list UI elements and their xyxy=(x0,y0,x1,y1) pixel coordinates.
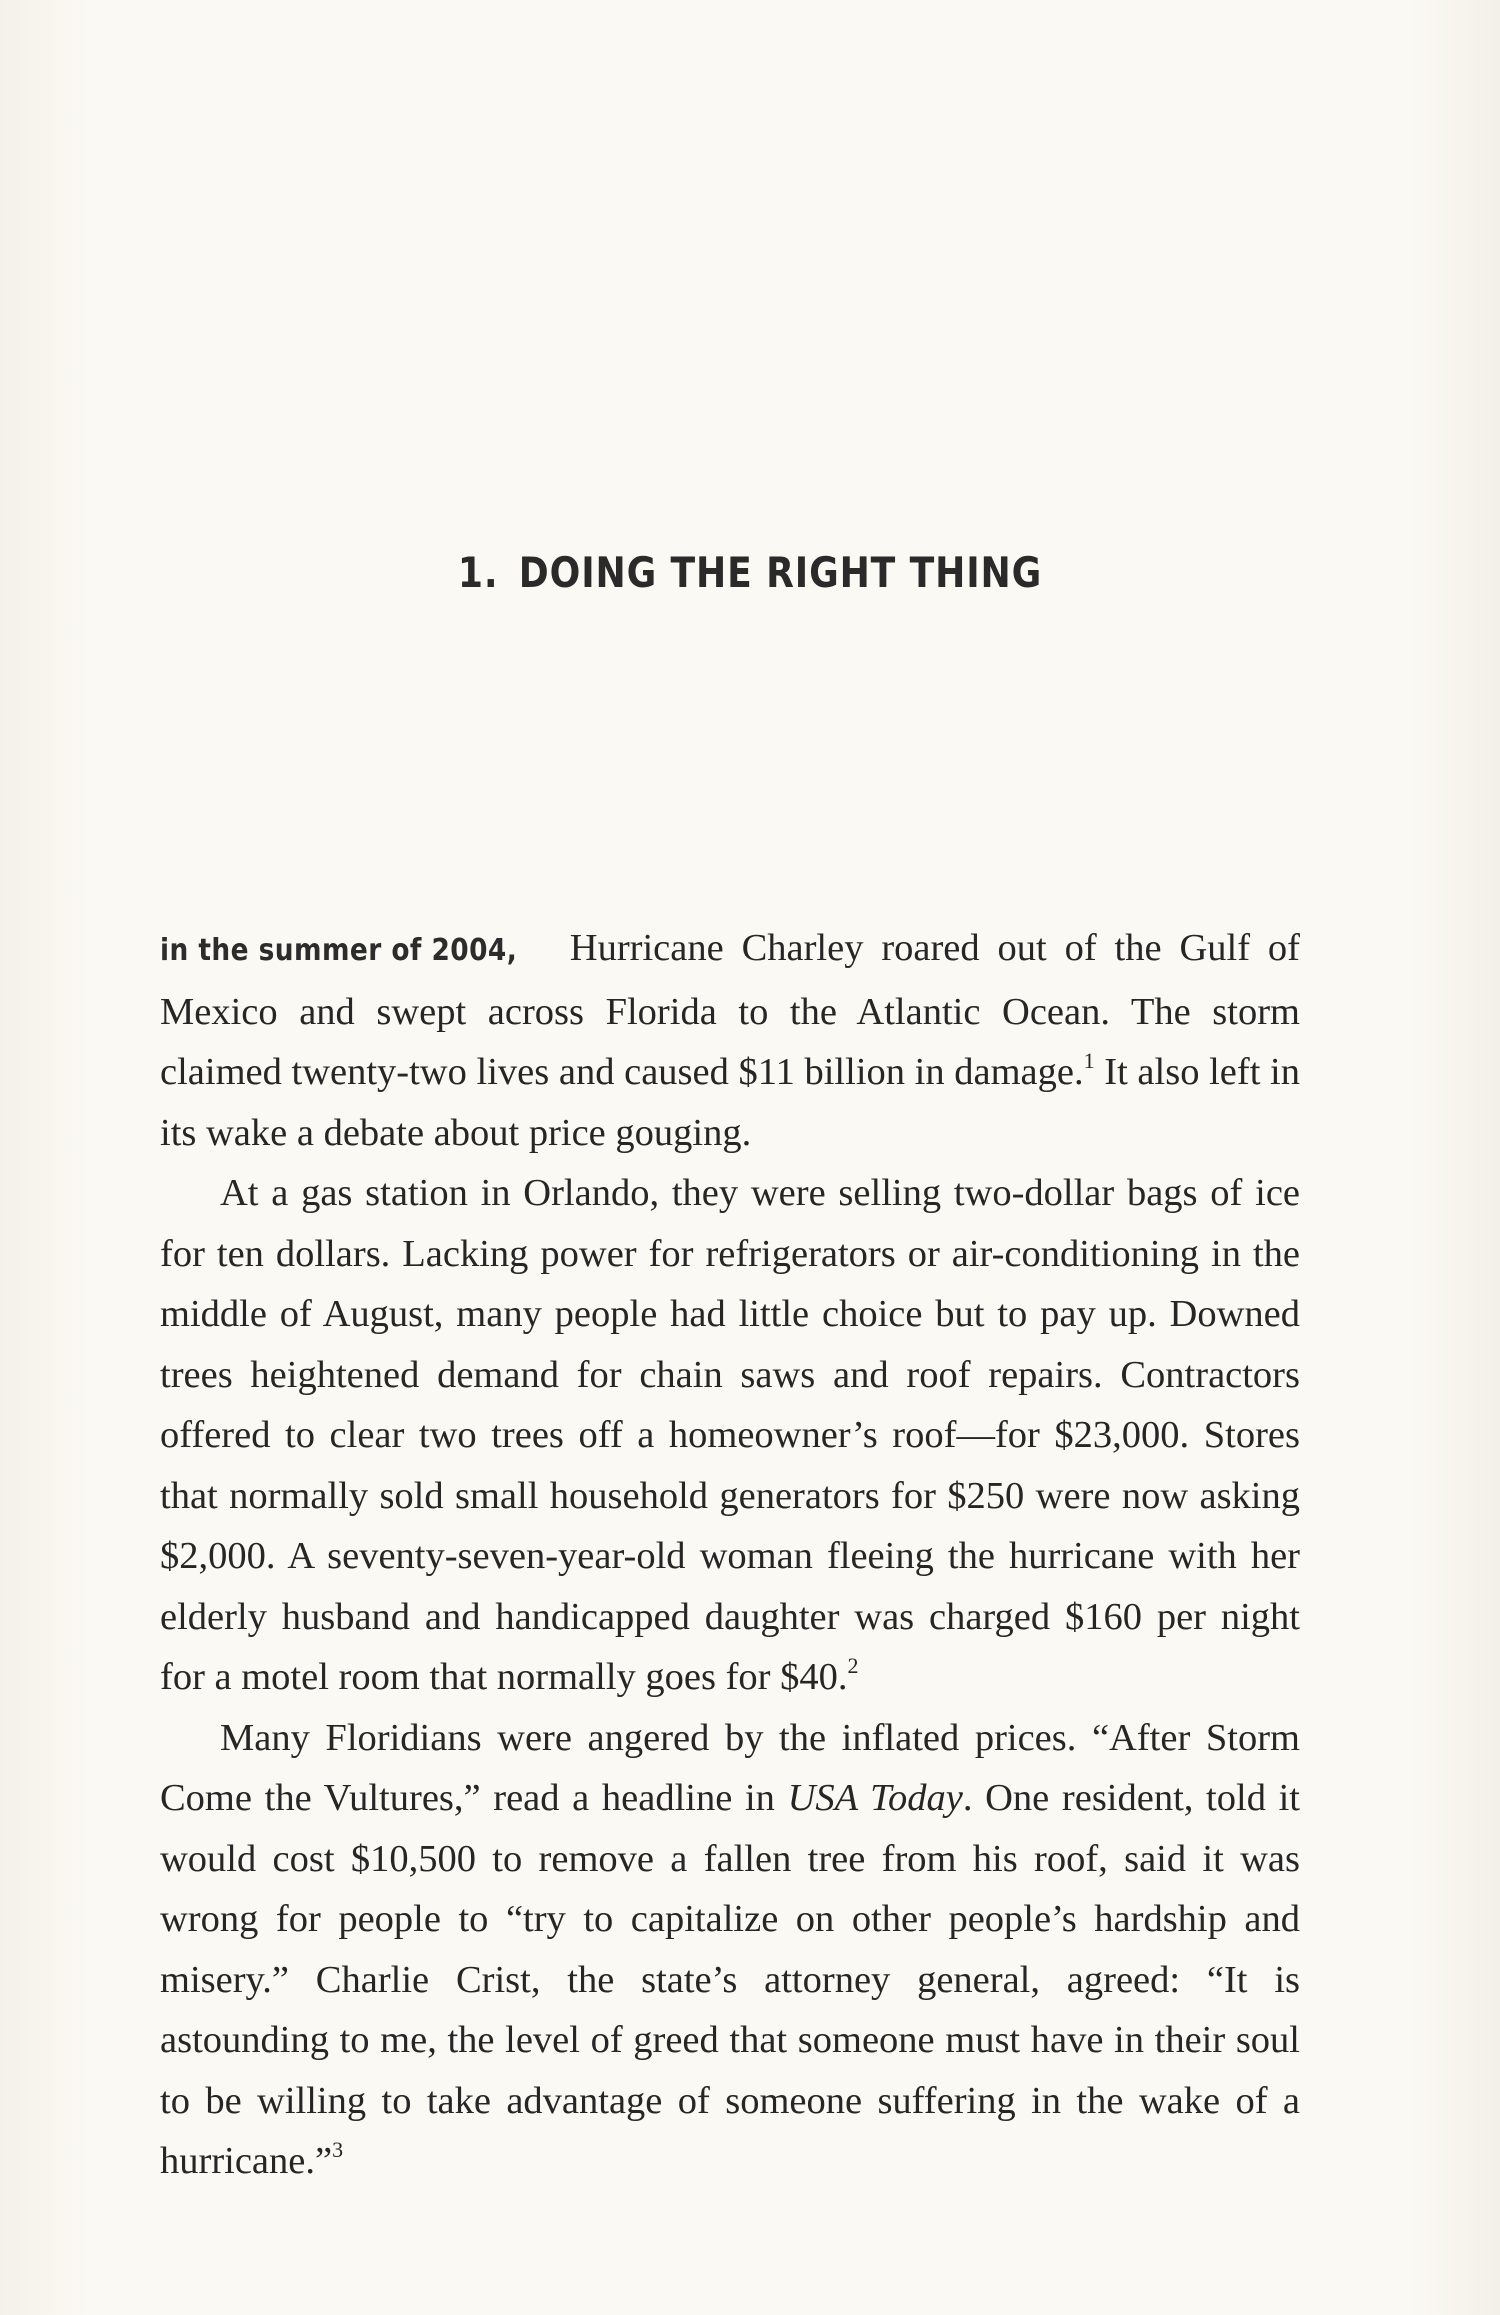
paragraph-2 xyxy=(160,1163,1300,1708)
paragraph-1-text: Hurricane Charley roared out of the Gulf of Mexico and swept across Florida to the Atlantic Ocean. The storm claimed twenty-two lives and caused $11 billion in damage. xyxy=(160,927,1300,1093)
footnote-marker-2: 2 xyxy=(847,1653,859,1678)
body-text xyxy=(160,918,1300,2192)
paragraph-3-text-b: . One resident, told it would cost $10,500 to remove a fallen tree from his roof, said it was wrong for people to “try to capitalize on other people’s hardship and misery.” Charlie Crist, the state’s attorney general, agreed: “It is astounding to me, the level of greed that someone must have in their soul to be willing to take advantage of someone suffering in the wake of a hurricane.” xyxy=(160,1777,1300,2182)
paragraph-1-end: It also left in its wake a debate about price gouging. xyxy=(160,1051,1300,1154)
chapter-heading xyxy=(105,548,1395,597)
chapter-title: DOING THE RIGHT THING xyxy=(518,548,1043,597)
paragraph-1 xyxy=(160,918,1300,1163)
footnote-marker-3: 3 xyxy=(332,2137,344,2162)
footnote-marker-1: 1 xyxy=(1083,1048,1095,1073)
publication-title: USA Today xyxy=(787,1777,963,1819)
paragraph-3-text-a: Many Floridians were angered by the inflated prices. “After Storm Come the Vultures,” read a headline in xyxy=(160,1716,1300,1819)
lead-in: in the summer of 2004, xyxy=(160,933,518,968)
chapter-number: 1. xyxy=(457,548,499,597)
paragraph-2-text: At a gas station in Orlando, they were selling two-dollar bags of ice for ten dollars. Lacking power for refrigerators or air-conditioning in the middle of August, many people had little choice but to pay up. Downed trees heightened demand for chain saws and roof repairs. Contractors offered to clear two trees off a homeowner’s roof—for $23,000. Stores that normally sold small household generators for $250 were now asking $2,000. A seventy-seven-year-old woman fleeing the hurricane with her elderly husband and handicapped daughter was charged $160 per night for a motel room that normally goes for $40. xyxy=(160,1172,1300,1698)
paragraph-3 xyxy=(160,1708,1300,2192)
